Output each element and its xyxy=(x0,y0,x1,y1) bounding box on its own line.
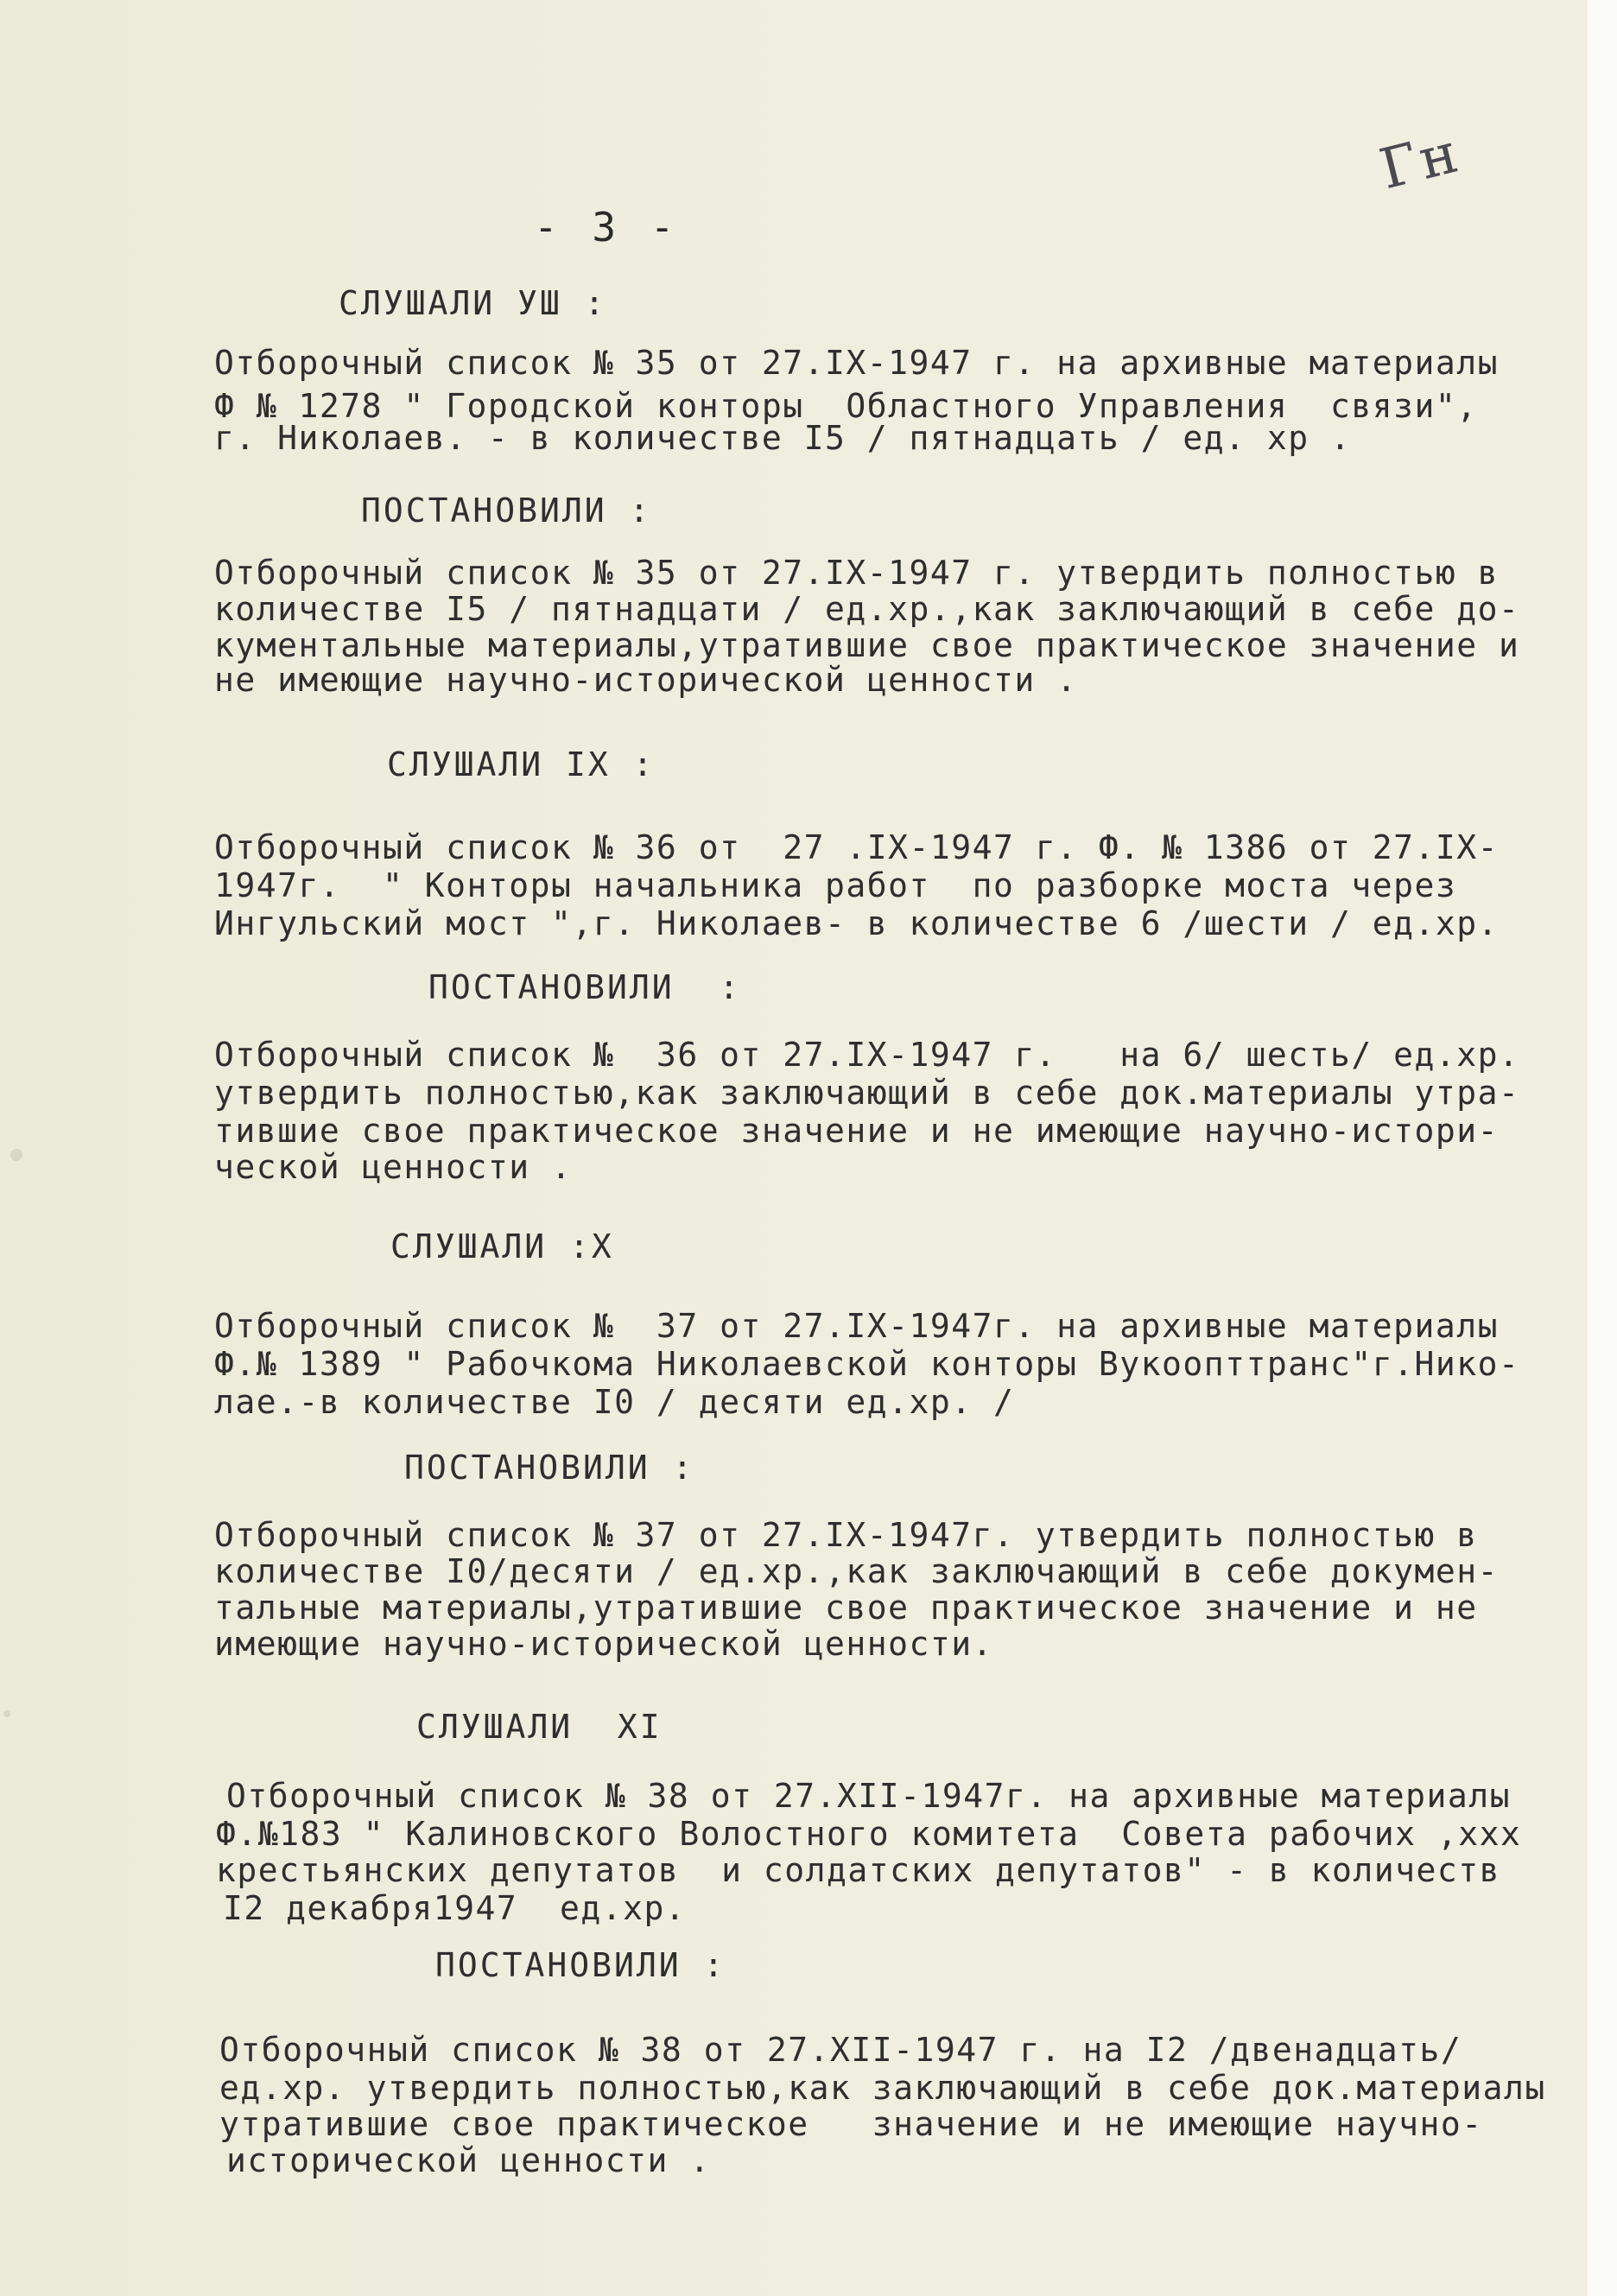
punch-mark xyxy=(3,1710,10,1717)
text-line: исторической ценности . xyxy=(226,2141,711,2179)
section-heading: ПОСТАНОВИЛИ : xyxy=(404,1449,695,1487)
text-line: I2 декабря1947 ед.хр. xyxy=(223,1889,687,1927)
text-line: г. Николаев. - в количестве I5 / пятнадцать / ед. хр . xyxy=(214,419,1352,457)
text-line: Отборочный список № 37 от 27.IX-1947г. на архивные материалы xyxy=(214,1307,1500,1345)
text-line: Ф № 1278 " Городской конторы Областного Управления связи", xyxy=(214,387,1478,425)
text-line: Отборочный список № 36 от 27 .IX-1947 г. Ф. № 1386 от 27.IX- xyxy=(214,828,1500,866)
section-heading: ПОСТАНОВИЛИ : xyxy=(435,1946,726,1984)
text-line: не имеющие научно-исторической ценности . xyxy=(214,661,1078,699)
text-line: количестве I5 / пятнадцати / ед.хр.,как заключающий в себе до- xyxy=(214,590,1520,628)
section-heading: ПОСТАНОВИЛИ : xyxy=(428,968,742,1006)
section-heading: ПОСТАНОВИЛИ : xyxy=(361,492,652,530)
text-line: Отборочный список № 37 от 27.IX-1947г. утвердить полностью в xyxy=(214,1516,1478,1554)
text-line: утратившие свое практическое значение и не имеющие научно- xyxy=(219,2105,1483,2143)
text-line: Отборочный список № 35 от 27.IX-1947 г. утвердить полностью в xyxy=(214,554,1500,592)
text-line: тившие свое практическое значение и не имеющие научно-истори- xyxy=(214,1112,1500,1150)
punch-mark xyxy=(10,1149,22,1161)
text-line: ческой ценности . xyxy=(214,1148,573,1186)
text-line: количестве I0/десяти / ед.хр.,как заключающий в себе докумен- xyxy=(214,1552,1500,1590)
text-line: Отборочный список № 38 от 27.XII-1947г. на архивные материалы xyxy=(226,1777,1512,1815)
text-line: Ф.№ 1389 " Рабочкома Николаевской конторы Вукоопттранс"г.Нико- xyxy=(214,1345,1520,1383)
text-line: Ингульский мост ",г. Николаев- в количестве 6 /шести / ед.хр. xyxy=(214,904,1500,942)
text-line: кументальные материалы,утратившие свое практическое значение и xyxy=(214,626,1520,664)
section-heading: СЛУШАЛИ :Х xyxy=(390,1227,614,1265)
text-line: Отборочный список № 36 от 27.IX-1947 г. на 6/ шесть/ ед.хр. xyxy=(214,1036,1520,1074)
page-number: - 3 - xyxy=(534,204,680,251)
scan-margin-right xyxy=(1588,0,1617,2296)
text-line: Отборочный список № 38 от 27.XII-1947 г. на I2 /двенадцать/ xyxy=(219,2031,1462,2069)
section-heading: СЛУШАЛИ XI xyxy=(416,1708,663,1746)
text-line: Ф.№183 " Калиновского Волостного комитета Совета рабочих ,ххх xyxy=(216,1815,1522,1853)
text-line: имеющие научно-исторической ценности. xyxy=(214,1625,993,1663)
section-heading: СЛУШАЛИ УШ : xyxy=(339,284,607,322)
text-line: лае.-в количестве I0 / десяти ед.хр. / xyxy=(214,1383,1015,1421)
text-line: ед.хр. утвердить полностью,как заключающий в себе док.материалы xyxy=(219,2069,1546,2107)
text-line: Отборочный список № 35 от 27.IX-1947 г. на архивные материалы xyxy=(214,344,1500,382)
corner-annotation: Гн xyxy=(1373,120,1468,203)
text-line: тальные материалы,утратившие свое практическое значение и не xyxy=(214,1589,1478,1627)
text-line: утвердить полностью,как заключающий в себе док.материалы утра- xyxy=(214,1074,1520,1112)
text-line: 1947г. " Конторы начальника работ по разборке моста через xyxy=(214,866,1457,904)
text-line: крестьянских депутатов и солдатских депутатов" - в количеств xyxy=(216,1851,1501,1889)
section-heading: СЛУШАЛИ IX : xyxy=(387,745,656,783)
